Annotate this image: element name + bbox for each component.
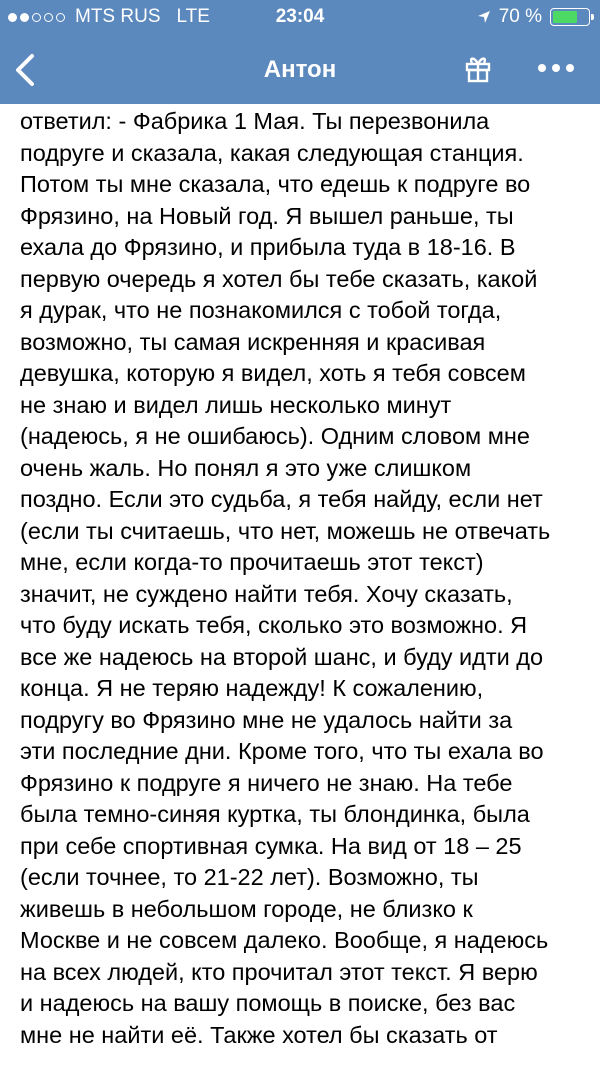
message-line: эти последние дни. Кроме того, что ты ехала во xyxy=(20,738,544,764)
message-line: ответил: - Фабрика 1 Мая. Ты перезвонила xyxy=(20,108,490,134)
message-line: Потом ты мне сказала, что едешь к подруге во xyxy=(20,171,531,197)
more-button[interactable] xyxy=(532,54,580,82)
message-text xyxy=(20,106,590,1051)
status-right xyxy=(477,6,590,28)
message-line: я дурак, что не познакомился с тобой тогда, xyxy=(20,297,502,323)
message-line: первую очередь я хотел бы тебе сказать, какой xyxy=(20,265,538,292)
message-line: мне, если когда-то прочитаешь этот текст) xyxy=(20,549,484,575)
message-line: значит, не суждено найти тебя. Хочу сказать, xyxy=(20,580,513,607)
message-line: на всех людей, кто прочитал этот текст. Я верю xyxy=(20,958,538,985)
battery-icon xyxy=(550,8,590,26)
message-line: и надеюсь на вашу помощь в поиске, без вас xyxy=(20,990,516,1016)
message-line: Фрязино, на Новый год. Я вышел раньше, ты xyxy=(20,202,514,229)
message-line: была темно-синяя куртка, ты блондинка, была xyxy=(20,801,530,827)
navigation-bar xyxy=(0,36,600,104)
message-line: не знаю и видел лишь несколько минут xyxy=(20,391,452,418)
message-line: девушка, которую я видел, хоть я тебя совсем xyxy=(20,360,526,386)
message-line: Москве и не совсем далеко. Вообще, я надеюсь xyxy=(20,927,549,953)
more-horizontal-icon xyxy=(532,54,580,82)
message-line: подруге и сказала, какая следующая станция. xyxy=(20,139,524,166)
message-line: (если ты считаешь, что нет, можешь не отвечать xyxy=(20,517,551,544)
status-bar xyxy=(0,0,600,36)
message-line: возможно, ты самая искренняя и красивая xyxy=(20,328,486,355)
gift-icon xyxy=(462,52,494,84)
message-line: что буду искать тебя, сколько это возможно. Я xyxy=(20,612,528,638)
clock: 23:04 xyxy=(275,6,325,27)
message-line: (если точнее, то 21-22 лет). Возможно, ты xyxy=(20,864,479,890)
message-line: подругу во Фрязино мне не удалось найти за xyxy=(20,706,513,733)
battery-fill xyxy=(553,11,577,23)
battery-percent: 70 % xyxy=(498,6,542,27)
message-line: очень жаль. Но понял я это уже слишком xyxy=(20,454,472,481)
message-line: живешь в небольшом городе, не близко к xyxy=(20,895,473,922)
location-arrow-icon xyxy=(477,10,491,24)
message-line: все же надеюсь на второй шанс, и буду идти до xyxy=(20,643,544,670)
conversation-title: Антон xyxy=(263,56,337,83)
top-bar xyxy=(0,0,600,104)
message-line: ехала до Фрязино, и прибыла туда в 18-16. В xyxy=(20,234,516,260)
message-area[interactable] xyxy=(0,104,600,1067)
network-type: LTE xyxy=(176,6,210,27)
carrier-name: MTS RUS xyxy=(75,6,161,27)
message-line: мне не найти её. Также хотел бы сказать от xyxy=(20,1021,498,1048)
message-line: при себе спортивная сумка. На вид от 18 – 25 xyxy=(20,832,522,859)
message-line: (надеюсь, я не ошибаюсь). Одним словом мне xyxy=(20,423,530,449)
message-line: конца. Я не теряю надежду! К сожалению, xyxy=(20,675,484,701)
gift-button[interactable] xyxy=(462,52,494,84)
message-line: поздно. Если это судьба, я тебя найду, если нет xyxy=(20,486,543,512)
message-line: Фрязино к подруге я ничего не знаю. На тебе xyxy=(20,769,513,796)
